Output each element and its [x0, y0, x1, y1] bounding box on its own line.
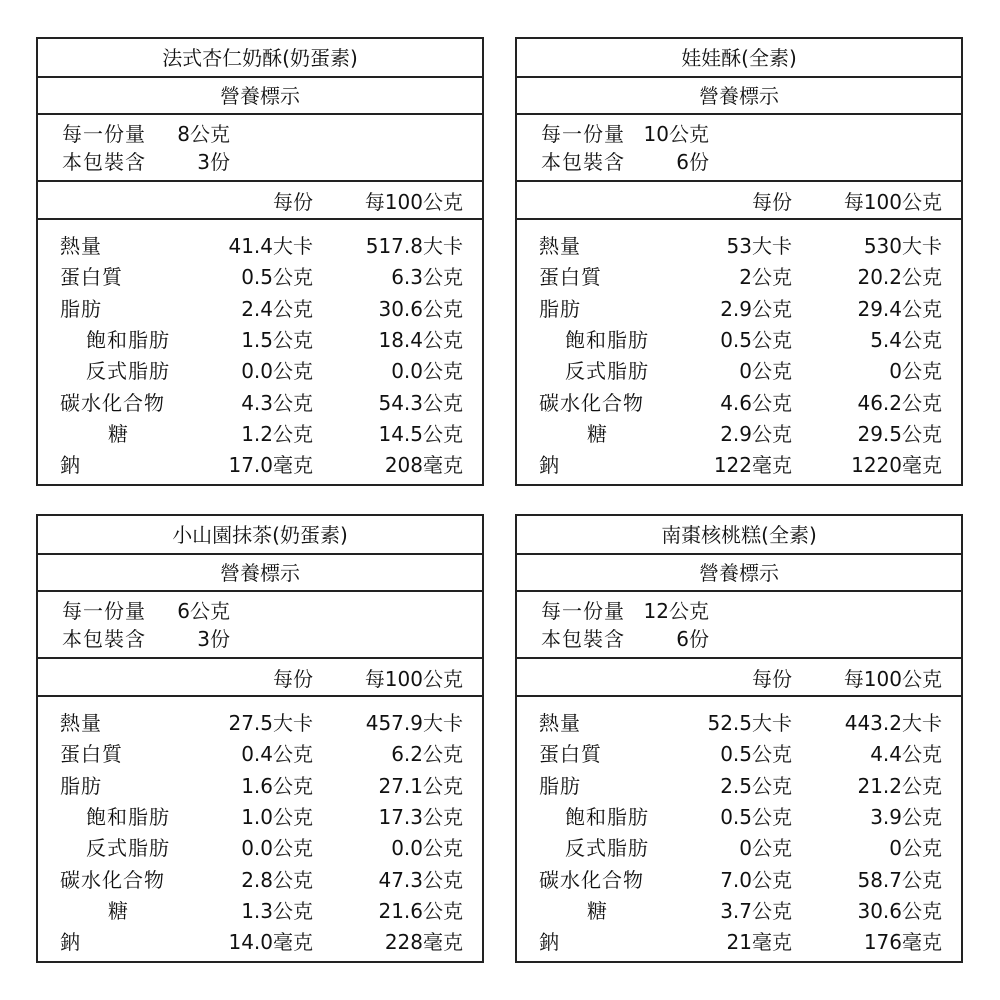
serving-size-row: [541, 597, 961, 625]
nutrient-label: 蛋白質: [60, 265, 123, 290]
nutrient-label: 熱量: [60, 234, 102, 259]
per-100g-value: 30.6公克: [378, 296, 463, 321]
nutrient-label: 糖: [108, 421, 129, 446]
per-100g-value: 228毫克: [384, 930, 463, 955]
nutrient-row-calories: [517, 706, 961, 737]
nutrient-row-fat: [517, 769, 961, 800]
nutrient-label: 蛋白質: [539, 742, 602, 767]
per-serving-value: 21毫克: [726, 930, 792, 955]
servings-per-package-label: 本包裝含: [62, 150, 146, 174]
nutrient-label: 飽和脂肪: [86, 328, 170, 353]
per-serving-value: 0.0公克: [241, 836, 313, 861]
per-serving-value: 0.5公克: [720, 328, 792, 353]
nutrient-row-fat: [38, 769, 482, 800]
serving-size-value: 6公克: [177, 599, 230, 623]
nutrient-row-saturated-fat: [38, 323, 482, 354]
per-serving-value: 0.5公克: [720, 805, 792, 830]
per-serving-value: 0公克: [739, 836, 792, 861]
per-100g-value: 18.4公克: [378, 328, 463, 353]
nutrient-table: [517, 220, 961, 479]
nutrient-table: [517, 697, 961, 956]
nutrient-label: 碳水化合物: [60, 390, 165, 415]
per-serving-value: 1.0公克: [241, 805, 313, 830]
per-100g-value: 29.5公克: [857, 421, 942, 446]
per-serving-value: 2.9公克: [720, 421, 792, 446]
serving-size-label: 每一份量: [541, 599, 625, 623]
per-serving-value: 0.0公克: [241, 359, 313, 384]
nutrient-label: 鈉: [60, 930, 81, 955]
per-serving-header: 每份: [752, 666, 792, 691]
per-100g-value: 20.2公克: [857, 265, 942, 290]
nutrient-label: 鈉: [60, 453, 81, 478]
per-serving-value: 52.5大卡: [707, 711, 792, 736]
per-100g-value: 4.4公克: [870, 742, 942, 767]
nutrition-heading: 營養標示: [38, 78, 482, 115]
nutrient-row-protein: [517, 737, 961, 768]
nutrient-row-carbohydrate: [517, 862, 961, 893]
per-100g-header: 每100公克: [364, 666, 463, 691]
per-serving-value: 27.5大卡: [228, 711, 313, 736]
nutrient-row-sugar: [38, 894, 482, 925]
serving-info: [38, 115, 482, 182]
nutrient-label: 碳水化合物: [539, 390, 644, 415]
nutrition-panel-date-walnut-cake: [515, 514, 963, 963]
per-100g-value: 6.3公克: [391, 265, 463, 290]
servings-per-package-row: [541, 148, 961, 176]
nutrient-label: 鈉: [539, 930, 560, 955]
nutrient-label: 脂肪: [539, 296, 581, 321]
nutrient-row-calories: [517, 229, 961, 260]
nutrient-row-protein: [38, 737, 482, 768]
per-100g-value: 47.3公克: [378, 867, 463, 892]
per-100g-value: 21.2公克: [857, 773, 942, 798]
column-header-row: [38, 659, 482, 697]
serving-size-label: 每一份量: [541, 122, 625, 146]
servings-per-package-value: 6份: [676, 627, 709, 651]
per-serving-value: 2.4公克: [241, 296, 313, 321]
servings-per-package-value: 3份: [197, 627, 230, 651]
column-header-row: [517, 182, 961, 220]
per-serving-value: 1.6公克: [241, 773, 313, 798]
nutrient-row-protein: [517, 260, 961, 291]
per-serving-value: 2公克: [739, 265, 792, 290]
nutrient-label: 熱量: [60, 711, 102, 736]
per-100g-value: 17.3公克: [378, 805, 463, 830]
serving-size-value: 10公克: [643, 122, 709, 146]
column-header-row: [517, 659, 961, 697]
per-100g-header: 每100公克: [843, 189, 942, 214]
per-serving-value: 1.2公克: [241, 421, 313, 446]
nutrition-panel-wawa-crisp: [515, 37, 963, 486]
nutrient-label: 反式脂肪: [565, 359, 649, 384]
per-serving-value: 0公克: [739, 359, 792, 384]
per-serving-value: 41.4大卡: [228, 234, 313, 259]
product-title: 小山園抹茶(奶蛋素): [38, 516, 482, 555]
nutrient-label: 反式脂肪: [86, 836, 170, 861]
servings-per-package-row: [541, 625, 961, 653]
nutrient-row-sodium: [517, 448, 961, 479]
nutrient-row-carbohydrate: [38, 385, 482, 416]
nutrient-row-fat: [38, 292, 482, 323]
serving-size-label: 每一份量: [62, 122, 146, 146]
per-100g-value: 14.5公克: [378, 421, 463, 446]
nutrient-row-carbohydrate: [517, 385, 961, 416]
serving-size-value: 8公克: [177, 122, 230, 146]
nutrient-row-saturated-fat: [38, 800, 482, 831]
per-serving-header: 每份: [273, 189, 313, 214]
per-100g-value: 58.7公克: [857, 867, 942, 892]
per-100g-value: 443.2大卡: [844, 711, 942, 736]
per-serving-value: 4.3公克: [241, 390, 313, 415]
per-serving-value: 122毫克: [713, 453, 792, 478]
nutrient-row-saturated-fat: [517, 800, 961, 831]
nutrient-label: 糖: [108, 898, 129, 923]
per-serving-value: 1.3公克: [241, 898, 313, 923]
per-100g-value: 27.1公克: [378, 773, 463, 798]
per-100g-value: 208毫克: [384, 453, 463, 478]
nutrient-label: 碳水化合物: [60, 867, 165, 892]
nutrient-row-fat: [517, 292, 961, 323]
serving-info: [517, 115, 961, 182]
nutrition-heading: 營養標示: [517, 555, 961, 592]
per-serving-value: 14.0毫克: [228, 930, 313, 955]
per-serving-value: 7.0公克: [720, 867, 792, 892]
per-serving-value: 0.5公克: [720, 742, 792, 767]
per-serving-header: 每份: [273, 666, 313, 691]
per-serving-value: 4.6公克: [720, 390, 792, 415]
serving-size-row: [62, 120, 482, 148]
per-serving-value: 0.5公克: [241, 265, 313, 290]
nutrient-row-trans-fat: [517, 831, 961, 862]
servings-per-package-row: [62, 625, 482, 653]
nutrient-label: 蛋白質: [539, 265, 602, 290]
per-serving-value: 3.7公克: [720, 898, 792, 923]
nutrient-label: 糖: [587, 421, 608, 446]
nutrient-label: 脂肪: [60, 296, 102, 321]
servings-per-package-row: [62, 148, 482, 176]
nutrient-label: 飽和脂肪: [565, 328, 649, 353]
serving-size-label: 每一份量: [62, 599, 146, 623]
nutrient-label: 碳水化合物: [539, 867, 644, 892]
per-serving-header: 每份: [752, 189, 792, 214]
column-header-row: [38, 182, 482, 220]
per-100g-header: 每100公克: [843, 666, 942, 691]
servings-per-package-value: 6份: [676, 150, 709, 174]
nutrient-row-sodium: [517, 925, 961, 956]
per-100g-header: 每100公克: [364, 189, 463, 214]
nutrient-row-trans-fat: [38, 831, 482, 862]
per-serving-value: 2.5公克: [720, 773, 792, 798]
product-title: 南棗核桃糕(全素): [517, 516, 961, 555]
per-100g-value: 5.4公克: [870, 328, 942, 353]
nutrient-label: 脂肪: [60, 773, 102, 798]
per-100g-value: 46.2公克: [857, 390, 942, 415]
nutrient-row-sugar: [38, 417, 482, 448]
nutrient-label: 熱量: [539, 711, 581, 736]
per-100g-value: 530大卡: [863, 234, 942, 259]
per-serving-value: 2.9公克: [720, 296, 792, 321]
per-100g-value: 0公克: [889, 359, 942, 384]
nutrient-row-sodium: [38, 448, 482, 479]
per-serving-value: 17.0毫克: [228, 453, 313, 478]
per-serving-value: 53大卡: [726, 234, 792, 259]
per-serving-value: 0.4公克: [241, 742, 313, 767]
nutrition-panel-matcha: [36, 514, 484, 963]
per-100g-value: 1220毫克: [851, 453, 942, 478]
nutrient-row-trans-fat: [38, 354, 482, 385]
per-100g-value: 457.9大卡: [365, 711, 463, 736]
servings-per-package-label: 本包裝含: [541, 150, 625, 174]
per-100g-value: 517.8大卡: [365, 234, 463, 259]
per-100g-value: 176毫克: [863, 930, 942, 955]
per-100g-value: 54.3公克: [378, 390, 463, 415]
nutrient-row-protein: [38, 260, 482, 291]
serving-size-row: [541, 120, 961, 148]
nutrient-row-calories: [38, 229, 482, 260]
per-serving-value: 2.8公克: [241, 867, 313, 892]
nutrient-row-calories: [38, 706, 482, 737]
product-title: 娃娃酥(全素): [517, 39, 961, 78]
per-serving-value: 1.5公克: [241, 328, 313, 353]
nutrient-label: 飽和脂肪: [86, 805, 170, 830]
per-100g-value: 0.0公克: [391, 359, 463, 384]
per-100g-value: 0公克: [889, 836, 942, 861]
product-title: 法式杏仁奶酥(奶蛋素): [38, 39, 482, 78]
per-100g-value: 29.4公克: [857, 296, 942, 321]
nutrient-label: 脂肪: [539, 773, 581, 798]
per-100g-value: 21.6公克: [378, 898, 463, 923]
nutrient-label: 反式脂肪: [86, 359, 170, 384]
nutrition-heading: 營養標示: [517, 78, 961, 115]
nutrient-row-sugar: [517, 894, 961, 925]
serving-size-value: 12公克: [643, 599, 709, 623]
serving-info: [38, 592, 482, 659]
nutrient-label: 鈉: [539, 453, 560, 478]
nutrient-label: 反式脂肪: [565, 836, 649, 861]
serving-size-row: [62, 597, 482, 625]
per-100g-value: 0.0公克: [391, 836, 463, 861]
nutrient-table: [38, 220, 482, 479]
servings-per-package-value: 3份: [197, 150, 230, 174]
nutrient-row-carbohydrate: [38, 862, 482, 893]
nutrition-panel-almond-crumble: [36, 37, 484, 486]
servings-per-package-label: 本包裝含: [62, 627, 146, 651]
nutrient-row-sugar: [517, 417, 961, 448]
servings-per-package-label: 本包裝含: [541, 627, 625, 651]
per-100g-value: 6.2公克: [391, 742, 463, 767]
nutrient-label: 糖: [587, 898, 608, 923]
serving-info: [517, 592, 961, 659]
nutrient-label: 蛋白質: [60, 742, 123, 767]
nutrient-label: 飽和脂肪: [565, 805, 649, 830]
nutrient-row-sodium: [38, 925, 482, 956]
nutrient-label: 熱量: [539, 234, 581, 259]
nutrient-table: [38, 697, 482, 956]
nutrition-heading: 營養標示: [38, 555, 482, 592]
per-100g-value: 3.9公克: [870, 805, 942, 830]
nutrient-row-saturated-fat: [517, 323, 961, 354]
nutrient-row-trans-fat: [517, 354, 961, 385]
per-100g-value: 30.6公克: [857, 898, 942, 923]
